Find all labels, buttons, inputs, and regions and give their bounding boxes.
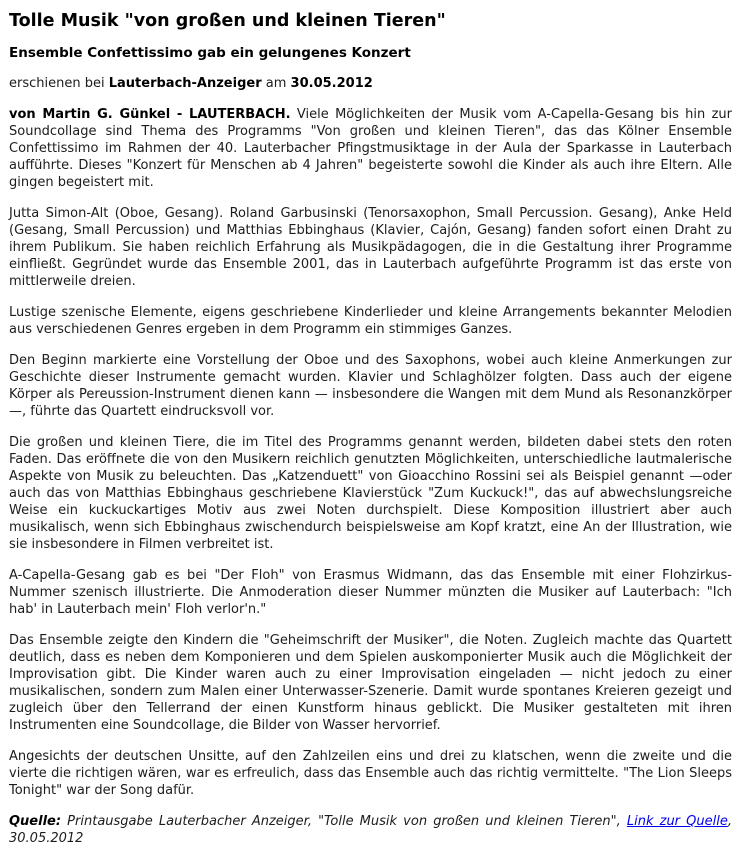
article-title: Tolle Musik "von großen und kleinen Tieren" — [9, 11, 446, 31]
article-paragraph: Angesichts der deutschen Unsitte, auf den Zahlzeilen eins und drei zu klatschen, wenn die zweite und die vierte die richtigen wären, war es erfreulich, dass das Ensemble auch das richtig vermittelte. "The Lion Sleeps Tonight" war der Song dafür. — [9, 749, 732, 798]
article-paragraph: Das Ensemble zeigte den Kindern die "Geheimschrift der Musiker", die Noten. Zugleich machte das Quartett deutlich, dass es neben dem Komponieren und dem Spielen auskomponierter Musik auch die Möglichkeit der Improvisation gibt. Die Kinder waren auch zu einer Improvisation eingeladen — nicht jedoch zu einer musikalischen, sondern zum Malen einer Unterwasser-Szenerie. Damit wurde spontanes Kreieren gezeigt und zugleich über den Tellerrand der einen Kunstform hinaus geblickt. Die Musiker gestalteten mit ihren Instrumenten eine Soundcollage, die Bilder von Wasser hervorrief. — [9, 633, 732, 733]
article-paragraph: Lustige szenische Elemente, eigens geschriebene Kinderlieder und kleine Arrangements bekannter Melodien aus verschiedenen Genres ergeben in dem Programm ein stimmiges Ganzes. — [9, 305, 732, 337]
lead-text: Viele Möglichkeiten der Musik vom A-Capella-Gesang bis hin zur Soundcollage sind Thema des Programms "Von großen und kleinen Tieren", das das Kölner Ensemble Confettissimo im Rahmen der 40. Lauterbacher Pfingstmusiktage in der Aula der Sparkasse in Lauterbach aufführte. Dieses "Konzert für Menschen ab 4 Jahren" begeisterte sowohl die Kinder als auch ihre Eltern. Alle gingen begeistert mit. — [9, 107, 732, 190]
article-subtitle: Ensemble Confettissimo gab ein gelungenes Konzert — [9, 45, 411, 61]
article-paragraph: A-Capella-Gesang gab es bei "Der Floh" von Erasmus Widmann, das das Ensemble mit einer Flohzirkus-Nummer szenisch illustrierte. Die Anmoderation dieser Nummer münzten die Musiker auf Lauterbach: "Ich hab' in Lauterbach mein' Floh verlor'n." — [9, 568, 732, 617]
article-paragraph: Jutta Simon-Alt (Oboe, Gesang). Roland Garbusinski (Tenorsaxophon, Small Percussion. Gesang), Anke Held (Gesang, Small Percussion) und Matthias Ebbinghaus (Klavier, Cajón, Gesang) fanden sofort einen Draht zu ihrem Publikum. Sie haben reichlich Erfahrung als Musikpädagogen, die in die Gestaltung ihrer Programme einfließt. Gegründet wurde das Ensemble 2001, das in Lauterbach aufgeführte Programm ist das erste von mittlerweile dreien. — [9, 206, 732, 289]
source-label: Quelle: — [9, 814, 62, 829]
published-connector: am — [265, 76, 287, 91]
article-paragraph: Den Beginn markierte eine Vorstellung der Oboe und des Saxophons, wobei auch kleine Anmerkungen zur Geschichte dieser Instrumente gemacht wurden. Klavier und Schlaghölzer folgten. Dass auch der eigene Körper als Pereussion-Instrument dienen kann — insbesondere die Wangen mit dem Mund als Resonanzkörper —, führte das Quartett eindrucksvoll vor. — [9, 353, 732, 419]
source-line — [9, 813, 732, 847]
byline: von Martin G. Günkel - LAUTERBACH. — [9, 107, 291, 122]
publication-name: Lauterbach-Anzeiger — [108, 76, 262, 91]
source-link[interactable]: Link zur Quelle — [626, 814, 728, 829]
lead-paragraph — [9, 106, 732, 191]
article-paragraph: Die großen und kleinen Tiere, die im Titel des Programms genannt werden, bildeten dabei stets den roten Faden. Das eröffnete die von den Musikern reichlich genutzten Möglichkeiten, unterschiedliche lautmalerische Aspekte von Musik zu beleuchten. Das „Katzenduett" von Gioacchino Rossini sei als Beispiel genannt —oder auch das von Matthias Ebbinghaus geschriebene Klavierstück "Zum Kuckuck!", das auf abwechslungsreiche Weise ein kuckuckartiges Motiv aus zwei Noten durchspielt. Diese Komposition illustriert aber auch musikalisch, wenn sich Ebbinghaus zwischendurch beispielsweise am Kopf kratzt, eine An der Illustration, wie sie insbesondere in Filmen verbreitet ist. — [9, 435, 732, 552]
published-prefix: erschienen bei — [9, 76, 105, 91]
published-date: 30.05.2012 — [290, 76, 373, 91]
published-line — [9, 75, 732, 92]
source-text-before-link: Printausgabe Lauterbacher Anzeiger, "Tolle Musik von großen und kleinen Tieren", — [61, 814, 627, 829]
source-text-after-link: , 30.05.2012 — [9, 814, 732, 846]
